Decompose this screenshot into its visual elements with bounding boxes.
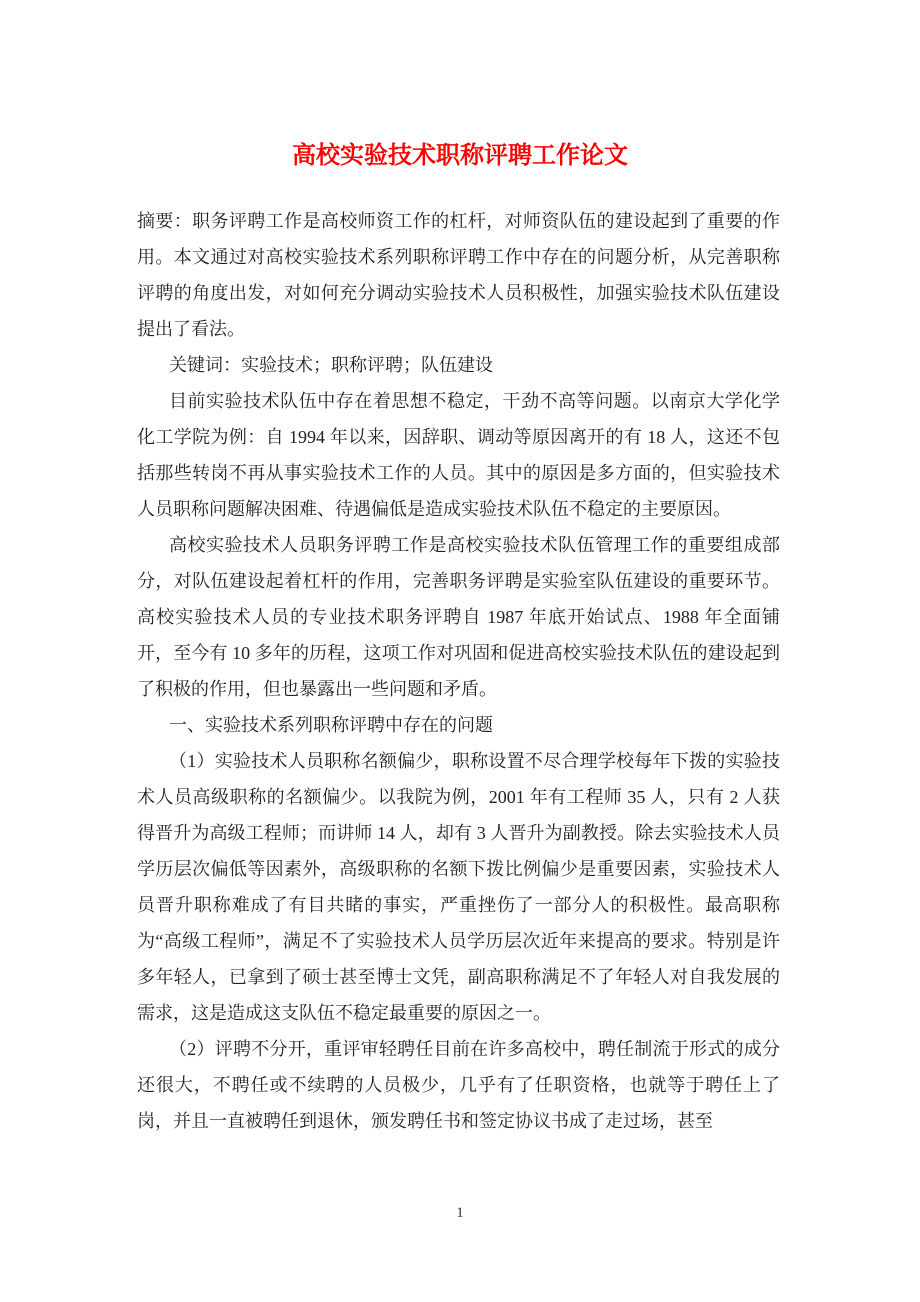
paragraph: 目前实验技术队伍中存在着思想不稳定，干劲不高等问题。以南京大学化学化工学院为例：自 1994 年以来，因辞职、调动等原因离开的有 18 人，这还不包括那些转岗不再从事实验技术工作的人员。其中的原因是多方面的，但实验技术人员职称问题解决困难、待遇偏低是造成实验技术队伍不稳定的主要原因。 [137,391,780,519]
paragraph: 一、实验技术系列职称评聘中存在的问题 [169,715,493,735]
paragraph: 高校实验技术人员职务评聘工作是高校实验技术队伍管理工作的重要组成部分，对队伍建设起着杠杆的作用，完善职务评聘是实验室队伍建设的重要环节。高校实验技术人员的专业技术职务评聘自 1987 年底开始试点、1988 年全面铺开，至今有 10 多年的历程，这项工作对巩固和促进高校实验技术队伍的建设起到了积极的作用，但也暴露出一些问题和矛盾。 [137,535,780,699]
paragraph: （2）评聘不分开，重评审轻聘任目前在许多高校中，聘任制流于形式的成分还很大，不聘任或不续聘的人员极少，几乎有了任职资格，也就等于聘任上了岗，并且一直被聘任到退休，颁发聘任书和签定协议书成了走过场，甚至 [137,1039,780,1131]
page-number: 1 [456,1205,464,1221]
document-title: 高校实验技术职称评聘工作论文 [292,143,628,169]
paragraph: 摘要：职务评聘工作是高校师资工作的杠杆，对师资队伍的建设起到了重要的作用。本文通过对高校实验技术系列职称评聘工作中存在的问题分析，从完善职称评聘的角度出发，对如何充分调动实验技术人员积极性，加强实验技术队伍建设提出了看法。 [137,211,780,339]
paragraph: 关键词：实验技术；职称评聘；队伍建设 [169,355,493,375]
paragraph-list [137,203,780,1139]
paragraph: （1）实验技术人员职称名额偏少，职称设置不尽合理学校每年下拨的实验技术人员高级职称的名额偏少。以我院为例，2001 年有工程师 35 人，只有 2 人获得晋升为高级工程师；而讲师 14 人，却有 3 人晋升为副教授。除去实验技术人员学历层次偏低等因素外，高级职称的名额下拨比例偏少是重要因素，实验技术人员晋升职称难成了有目共睹的事实，严重挫伤了一部分人的积极性。最高职称为“高级工程师”，满足不了实验技术人员学历层次近年来提高的要求。特别是许多年轻人，已拿到了硕士甚至博士文凭，副高职称满足不了年轻人对自我发展的需求，这是造成这支队伍不稳定最重要的原因之一。 [137,751,780,1023]
